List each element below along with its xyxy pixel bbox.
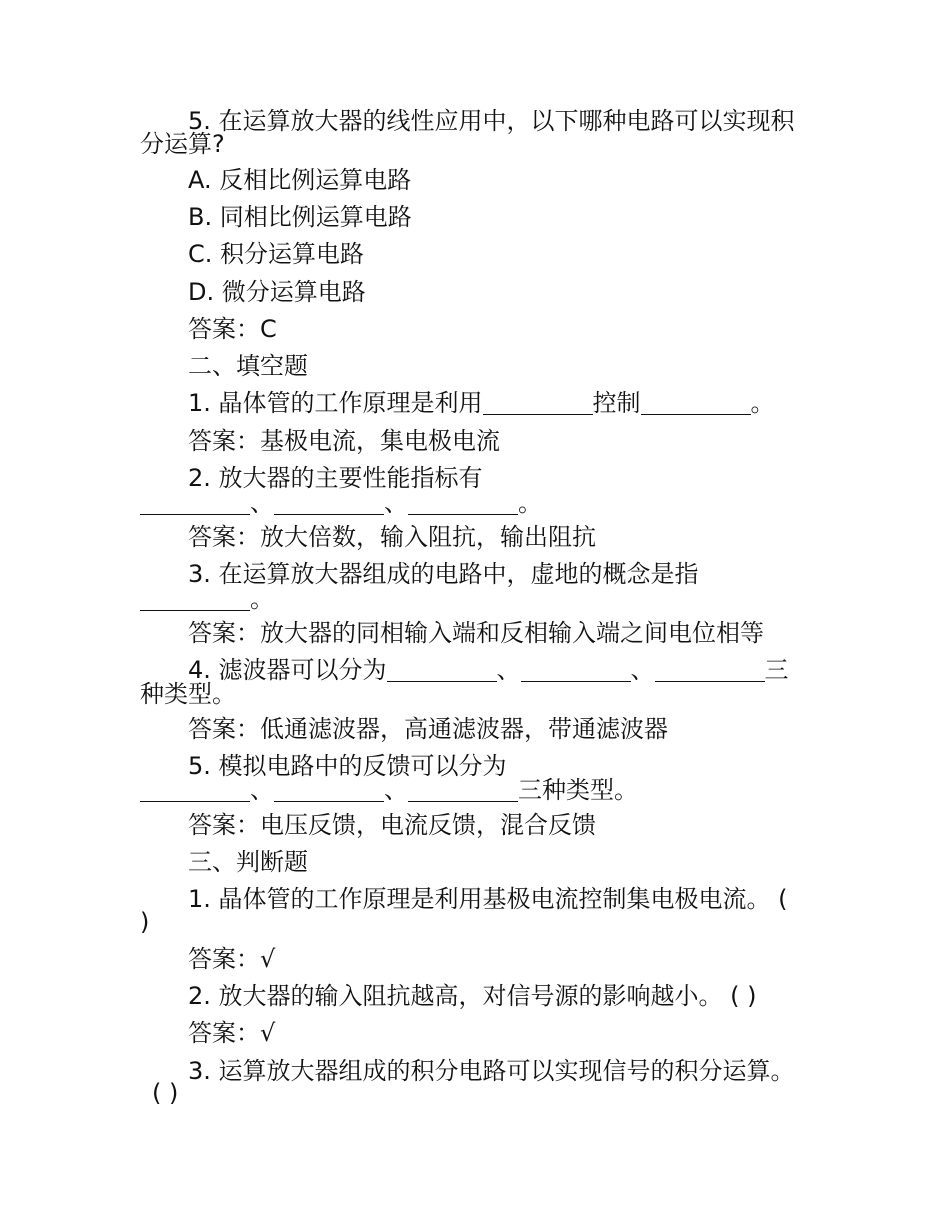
question-fill3-line2 <box>0 586 950 612</box>
answer-fill3: 答案：放大器的同相输入端和反相输入端之间电位相等 <box>188 619 764 647</box>
period: 。 <box>250 585 274 613</box>
question-text: 。 <box>750 389 775 417</box>
question-text: 1. 晶体管的工作原理是利用 <box>188 389 483 417</box>
question-fill5-line2 <box>0 777 950 803</box>
answer-mc5: 答案：C <box>188 315 277 343</box>
answer-fill4: 答案：低通滤波器，高通滤波器，带通滤波器 <box>188 715 668 743</box>
blank-line <box>274 494 384 515</box>
question-text: 三 <box>764 656 789 684</box>
option-d: D. 微分运算电路 <box>188 278 366 306</box>
question-fill2-line1: 2. 放大器的主要性能指标有 <box>188 464 483 492</box>
blank-line <box>274 781 384 802</box>
separator: 、 <box>496 656 521 684</box>
option-a: A. 反相比例运算电路 <box>188 166 412 194</box>
separator: 、 <box>384 489 408 517</box>
answer-fill1: 答案：基极电流，集电极电流 <box>188 427 500 455</box>
question-fill1 <box>0 390 950 416</box>
question-judge3-line2: ( ) <box>152 1079 179 1107</box>
blank-line <box>655 661 765 682</box>
blank-line <box>387 661 497 682</box>
separator: 、 <box>384 776 408 804</box>
option-b: B. 同相比例运算电路 <box>188 203 412 231</box>
period: 。 <box>518 489 542 517</box>
question-text: 分运算? <box>140 130 225 158</box>
blank-line <box>521 661 631 682</box>
answer-judge1: 答案：√ <box>188 945 276 973</box>
separator: 、 <box>250 776 274 804</box>
blank-line <box>140 781 250 802</box>
question-fill4-line2: 种类型。 <box>140 680 236 708</box>
option-c: C. 积分运算电路 <box>188 240 365 268</box>
question-text: 三种类型。 <box>518 776 638 804</box>
blank-line <box>641 394 751 415</box>
question-text: 4. 滤波器可以分为 <box>188 656 387 684</box>
question-text: 控制 <box>592 389 641 417</box>
blank-line <box>408 781 518 802</box>
question-fill2-line2 <box>0 490 950 516</box>
question-fill5-line1: 5. 模拟电路中的反馈可以分为 <box>188 752 507 780</box>
separator: 、 <box>250 489 274 517</box>
section-title-fill-blank: 二、填空题 <box>188 352 308 380</box>
answer-judge2: 答案：√ <box>188 1019 276 1047</box>
question-judge3-line1: 3. 运算放大器组成的积分电路可以实现信号的积分运算。 <box>188 1057 795 1085</box>
blank-line <box>483 394 593 415</box>
answer-fill2: 答案：放大倍数，输入阻抗，输出阻抗 <box>188 523 596 551</box>
section-title-judgement: 三、判断题 <box>188 848 308 876</box>
question-text: 5. 在运算放大器的线性应用中，以下哪种电路可以实现积 <box>188 107 795 135</box>
question-judge2: 2. 放大器的输入阻抗越高，对信号源的影响越小。 ( ) <box>188 982 757 1010</box>
answer-fill5: 答案：电压反馈，电流反馈，混合反馈 <box>188 811 596 839</box>
question-judge1-line1: 1. 晶体管的工作原理是利用基极电流控制集电极电流。 ( <box>188 885 788 913</box>
question-judge1-line2: ) <box>140 908 150 936</box>
blank-line <box>140 494 250 515</box>
separator: 、 <box>630 656 655 684</box>
question-mc5-line2 <box>0 131 950 157</box>
blank-line <box>140 590 250 611</box>
question-fill3-line1: 3. 在运算放大器组成的电路中，虚地的概念是指 <box>188 560 699 588</box>
blank-line <box>408 494 518 515</box>
